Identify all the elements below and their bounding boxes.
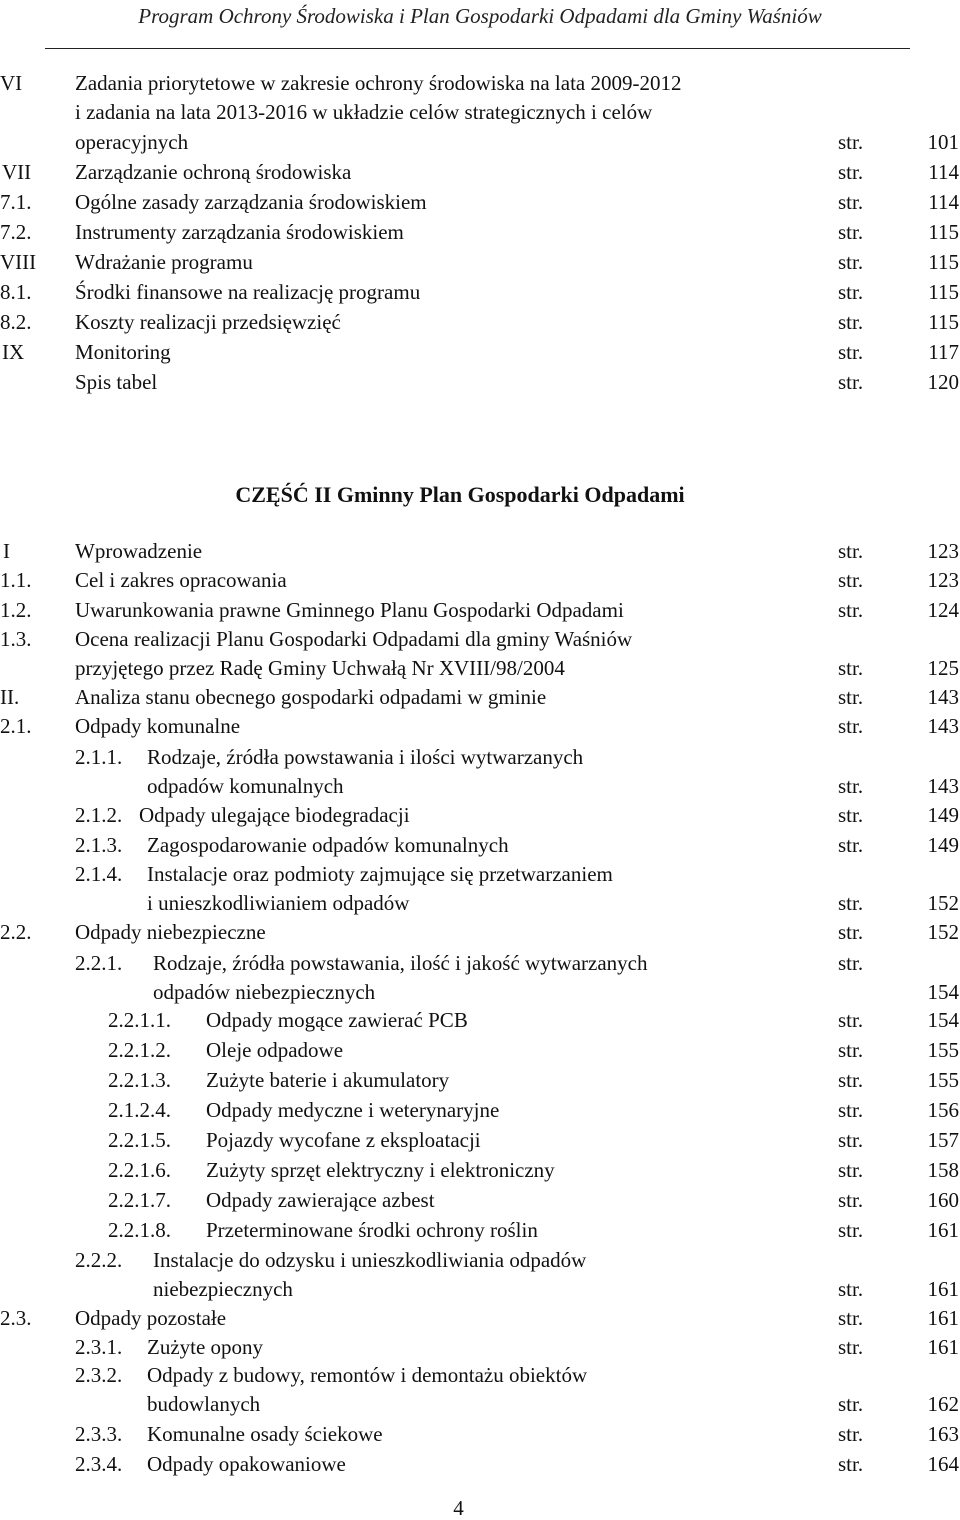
toc-entry-number: 2.3.1. xyxy=(75,1335,123,1359)
toc-entry-number: 2.1.3. xyxy=(75,833,123,857)
toc-entry-number: 2.3.4. xyxy=(75,1452,123,1476)
toc-entry-text: Monitoring xyxy=(75,340,171,364)
toc-entry-number: 1.2. xyxy=(0,598,32,622)
toc-entry-str-label: str. xyxy=(838,1306,864,1330)
toc-entry-str-label: str. xyxy=(838,1188,864,1212)
toc-entry-str-label: str. xyxy=(838,833,864,857)
toc-entry-str-label: str. xyxy=(838,1008,864,1032)
toc-entry-str-label: str. xyxy=(838,220,864,244)
toc-entry-page-number: 155 xyxy=(927,1038,959,1062)
toc-entry-str-label: str. xyxy=(838,568,864,592)
toc-entry-page-number: 162 xyxy=(927,1392,959,1416)
toc-entry-page-number: 115 xyxy=(928,280,959,304)
toc-entry-str-label: str. xyxy=(838,1392,864,1416)
toc-entry-str-label: str. xyxy=(838,1068,864,1092)
toc-entry-str-label: str. xyxy=(838,1158,864,1182)
toc-entry-text: Odpady ulegające biodegradacji xyxy=(139,803,410,827)
part2-title: CZĘŚĆ II Gminny Plan Gospodarki Odpadami xyxy=(235,482,685,507)
toc-entry-text: Spis tabel xyxy=(75,370,158,394)
toc-entry-str-label: str. xyxy=(838,714,864,738)
toc-entry-str-label: str. xyxy=(838,774,864,798)
toc-entry-text: Rodzaje, źródła powstawania, ilość i jakość wytwarzanych xyxy=(153,951,648,975)
toc-entry-text: odpadów niebezpiecznych xyxy=(153,980,376,1004)
toc-entry-number: 8.2. xyxy=(0,310,32,334)
toc-entry-str-label: str. xyxy=(838,1335,864,1359)
toc-entry-page-number: 152 xyxy=(927,920,959,944)
toc-entry-number: 2.1.4. xyxy=(75,862,123,886)
toc-entry-str-label: str. xyxy=(838,803,864,827)
toc-entry-number: 2.2.1.5. xyxy=(108,1128,171,1152)
toc-entry-page-number: 143 xyxy=(927,774,959,798)
toc-entry-number: 2.2.1.7. xyxy=(108,1188,171,1212)
toc-entry-str-label: str. xyxy=(838,370,864,394)
toc-entry-text: Przeterminowane środki ochrony roślin xyxy=(206,1218,538,1242)
toc-entry-number: 2.2.1. xyxy=(75,951,123,975)
toc-entry-number: I xyxy=(3,539,10,563)
toc-entry-text: Odpady opakowaniowe xyxy=(147,1452,346,1476)
toc-entry-page-number: 123 xyxy=(927,568,959,592)
toc-entry-text: Zużyte opony xyxy=(147,1335,264,1359)
toc-entry-text: budowlanych xyxy=(147,1392,261,1416)
toc-entry-text: Cel i zakres opracowania xyxy=(75,568,287,592)
toc-entry-page-number: 143 xyxy=(927,685,959,709)
toc-entry-str-label: str. xyxy=(838,1218,864,1242)
toc-entry-str-label: str. xyxy=(838,160,864,184)
toc-entry-page-number: 160 xyxy=(927,1188,959,1212)
toc-entry-text: Odpady pozostałe xyxy=(75,1306,227,1330)
toc-entry-number: 7.1. xyxy=(0,190,32,214)
toc-entry-page-number: 115 xyxy=(928,220,959,244)
toc-entry-text: Oleje odpadowe xyxy=(206,1038,344,1062)
toc-entry-page-number: 114 xyxy=(928,190,959,214)
toc-entry-str-label: str. xyxy=(838,1277,864,1301)
toc-entry-page-number: 149 xyxy=(927,833,959,857)
toc-entry-page-number: 154 xyxy=(927,980,959,1004)
toc-entry-number: 2.3. xyxy=(0,1306,32,1330)
toc-entry-number: 8.1. xyxy=(0,280,32,304)
toc-entry-number: 2.1.2. xyxy=(75,803,123,827)
toc-entry-page-number: 120 xyxy=(927,370,959,394)
toc-entry-number: 2.2.1.1. xyxy=(108,1008,171,1032)
toc-entry-str-label: str. xyxy=(838,130,864,154)
toc-entry-str-label: str. xyxy=(838,598,864,622)
toc-entry-text: Ocena realizacji Planu Gospodarki Odpadami dla gminy Waśniów xyxy=(75,627,633,651)
toc-entry-str-label: str. xyxy=(838,1038,864,1062)
page-header: Program Ochrony Środowiska i Plan Gospodarki Odpadami dla Gminy Waśniów xyxy=(138,4,822,28)
toc-entry-text: Odpady mogące zawierać PCB xyxy=(206,1008,468,1032)
toc-entry-number: 2.1.1. xyxy=(75,745,123,769)
toc-entry-text: Zadania priorytetowe w zakresie ochrony środowiska na lata 2009-2012 xyxy=(75,71,682,95)
toc-entry-str-label: str. xyxy=(838,1098,864,1122)
toc-entry-str-label: str. xyxy=(838,280,864,304)
toc-entry-text: Analiza stanu obecnego gospodarki odpadami w gminie xyxy=(75,685,547,709)
toc-entry-text: operacyjnych xyxy=(75,130,189,154)
toc-entry-page-number: 161 xyxy=(927,1335,959,1359)
toc-entry-page-number: 161 xyxy=(927,1306,959,1330)
toc-entry-number: 2.3.2. xyxy=(75,1363,123,1387)
toc-entry-number: 2.2.1.6. xyxy=(108,1158,171,1182)
toc-entry-page-number: 149 xyxy=(927,803,959,827)
toc-entry-text: Instrumenty zarządzania środowiskiem xyxy=(75,220,404,244)
toc-entry-number: 2.2.2. xyxy=(75,1248,123,1272)
toc-entry-text: Wdrażanie programu xyxy=(75,250,253,274)
toc-entry-page-number: 101 xyxy=(927,130,959,154)
toc-entry-page-number: 163 xyxy=(927,1422,959,1446)
toc-entry-str-label: str. xyxy=(838,310,864,334)
toc-entry-text: Odpady z budowy, remontów i demontażu obiektów xyxy=(147,1363,588,1387)
toc-entry-text: Odpady zawierające azbest xyxy=(206,1188,435,1212)
toc-entry-text: Odpady komunalne xyxy=(75,714,241,738)
toc-entry-page-number: 164 xyxy=(927,1452,959,1476)
toc-entry-str-label: str. xyxy=(838,891,864,915)
toc-entry-page-number: 124 xyxy=(927,598,959,622)
toc-entry-page-number: 115 xyxy=(928,250,959,274)
toc-entry-page-number: 123 xyxy=(927,539,959,563)
toc-entry-str-label: str. xyxy=(838,685,864,709)
toc-entry-number: VII xyxy=(2,160,32,184)
toc-entry-number: VI xyxy=(0,71,23,95)
page-number: 4 xyxy=(453,1496,464,1520)
toc-entry-number: VIII xyxy=(0,250,37,274)
toc-entry-str-label: str. xyxy=(838,340,864,364)
toc-entry-number: 7.2. xyxy=(0,220,32,244)
toc-entry-page-number: 158 xyxy=(927,1158,959,1182)
toc-entry-text: Zużyty sprzęt elektryczny i elektroniczny xyxy=(206,1158,555,1182)
toc-entry-number: 1.1. xyxy=(0,568,32,592)
toc-entry-str-label: str. xyxy=(838,951,864,975)
toc-entry-page-number: 125 xyxy=(927,656,959,680)
toc-entry-text: Środki finansowe na realizację programu xyxy=(75,280,421,304)
toc-entry-str-label: str. xyxy=(838,1452,864,1476)
toc-entry-number: 2.1. xyxy=(0,714,32,738)
toc-entry-str-label: str. xyxy=(838,539,864,563)
toc-entry-text: Zagospodarowanie odpadów komunalnych xyxy=(147,833,509,857)
toc-entry-page-number: 161 xyxy=(927,1277,959,1301)
toc-entry-page-number: 143 xyxy=(927,714,959,738)
toc-entry-text: Instalacje do odzysku i unieszkodliwiania odpadów xyxy=(153,1248,587,1272)
toc-entry-text: Odpady niebezpieczne xyxy=(75,920,266,944)
toc-entry-text: Zużyte baterie i akumulatory xyxy=(206,1068,450,1092)
toc-entry-text: Zarządzanie ochroną środowiska xyxy=(75,160,352,184)
toc-entry-text: Pojazdy wycofane z eksploatacji xyxy=(206,1128,481,1152)
toc-entry-text: Rodzaje, źródła powstawania i ilości wytwarzanych xyxy=(147,745,584,769)
toc-entry-number: 2.3.3. xyxy=(75,1422,123,1446)
toc-entry-page-number: 155 xyxy=(927,1068,959,1092)
toc-entry-str-label: str. xyxy=(838,920,864,944)
toc-entry-str-label: str. xyxy=(838,1128,864,1152)
toc-entry-text: i zadania na lata 2013-2016 w układzie celów strategicznych i celów xyxy=(75,100,653,124)
toc-entry-text: Instalacje oraz podmioty zajmujące się przetwarzaniem xyxy=(147,862,613,886)
toc-entry-text: Komunalne osady ściekowe xyxy=(147,1422,383,1446)
toc-entry-page-number: 114 xyxy=(928,160,959,184)
toc-entry-page-number: 161 xyxy=(927,1218,959,1242)
toc-entry-page-number: 157 xyxy=(927,1128,959,1152)
toc-entry-page-number: 117 xyxy=(928,340,959,364)
toc-entry-number: 1.3. xyxy=(0,627,32,651)
toc-entry-str-label: str. xyxy=(838,656,864,680)
header-rule xyxy=(45,48,910,49)
toc-entry-page-number: 154 xyxy=(927,1008,959,1032)
toc-entry-number: 2.2.1.2. xyxy=(108,1038,171,1062)
toc-entry-text: Koszty realizacji przedsięwzięć xyxy=(75,310,341,334)
toc-entry-text: Uwarunkowania prawne Gminnego Planu Gospodarki Odpadami xyxy=(75,598,624,622)
toc-entry-text: Ogólne zasady zarządzania środowiskiem xyxy=(75,190,427,214)
toc-entry-str-label: str. xyxy=(838,1422,864,1446)
toc-entry-text: odpadów komunalnych xyxy=(147,774,344,798)
toc-entry-text: niebezpiecznych xyxy=(153,1277,293,1301)
toc-entry-number: 2.2.1.3. xyxy=(108,1068,171,1092)
toc-entry-page-number: 115 xyxy=(928,310,959,334)
toc-entry-number: 2.2. xyxy=(0,920,32,944)
toc-entry-text: Odpady medyczne i weterynaryjne xyxy=(206,1098,500,1122)
toc-entry-text: Wprowadzenie xyxy=(75,539,203,563)
toc-entry-page-number: 156 xyxy=(927,1098,959,1122)
toc-entry-str-label: str. xyxy=(838,190,864,214)
toc-entry-str-label: str. xyxy=(838,250,864,274)
toc-entry-page-number: 152 xyxy=(927,891,959,915)
toc-entry-text: i unieszkodliwianiem odpadów xyxy=(147,891,410,915)
toc-entry-number: IX xyxy=(2,340,25,364)
toc-entry-number: 2.1.2.4. xyxy=(108,1098,171,1122)
toc-entry-number: II. xyxy=(0,685,20,709)
toc-entry-number: 2.2.1.8. xyxy=(108,1218,171,1242)
toc-entry-text: przyjętego przez Radę Gminy Uchwałą Nr XVIII/98/2004 xyxy=(75,656,565,680)
